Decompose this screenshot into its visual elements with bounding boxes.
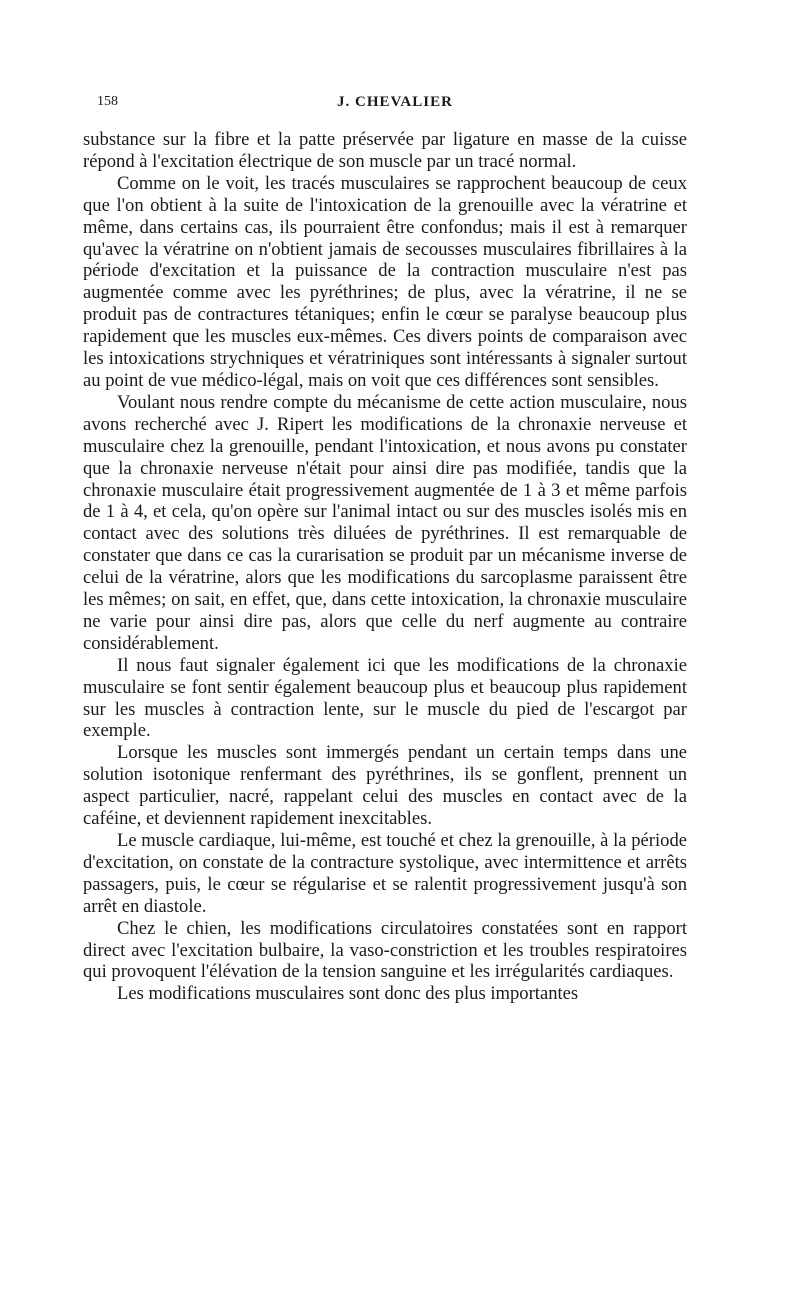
paragraph: Comme on le voit, les tracés musculaires se rapprochent beaucoup de ceux que l'on obtient à la suite de l'intoxication de la grenouille avec la vératrine et même, dans certains cas, ils pourraient être confondus; mais il est à remarquer qu'avec la vératrine on n'obtient jamais de secousses musculaires fibrillaires à la période d'excitation et la puissance de la contraction musculaire n'est pas augmentée comme avec les pyréthrines; de plus, avec la vératrine, il ne se produit pas de contractures tétaniques; enfin le cœur se paralyse beaucoup plus rapidement que les muscles eux-mêmes. Ces divers points de comparaison avec les intoxications strychniques et vératriniques sont intéressants à signaler surtout au point de vue médico-légal, mais on voit que ces différences sont sensibles. <box>83 172 687 391</box>
paragraph: Le muscle cardiaque, lui-même, est touché et chez la grenouille, à la période d'excitation, on constate de la contracture systolique, avec intermittence et arrêts passagers, puis, le cœur se régularise et se ralentit progressivement jusqu'à son arrêt en diastole. <box>83 830 687 917</box>
paragraph: Chez le chien, les modifications circulatoires constatées sont en rapport direct avec l'excitation bulbaire, la vaso-constriction et les troubles respiratoires qui provoquent l'élévation de la tension sanguine et les irrégularités cardiaques. <box>83 917 687 983</box>
paragraph: substance sur la fibre et la patte préservée par ligature en masse de la cuisse répond à l'excitation électrique de son muscle par un tracé normal. <box>83 129 687 172</box>
paragraph: Il nous faut signaler également ici que les modifications de la chronaxie musculaire se font sentir également beaucoup plus et beaucoup plus rapidement sur les muscles à contraction lente, sur le muscle du pied de l'escargot par exemple. <box>83 654 687 742</box>
body-text <box>83 129 687 1005</box>
page-header <box>97 94 687 116</box>
paragraph: Lorsque les muscles sont immergés pendant un certain temps dans une solution isotonique renfermant des pyréthrines, ils se gonflent, prennent un aspect particulier, nacré, rappelant celui des muscles en contact avec de la caféine, et deviennent rapidement inexcitables. <box>83 742 687 830</box>
paragraph: Les modifications musculaires sont donc des plus importantes <box>117 983 579 1005</box>
running-head-author: J. CHEVALIER <box>337 94 453 110</box>
page-number: 158 <box>97 94 118 109</box>
paragraph: Voulant nous rendre compte du mécanisme de cette action musculaire, nous avons recherché avec J. Ripert les modifications de la chronaxie nerveuse et musculaire chez la grenouille, pendant l'intoxication, et nous avons pu constater que la chronaxie nerveuse n'était pour ainsi dire pas modifiée, tandis que la chronaxie musculaire était progressivement augmentée de 1 à 3 et même parfois de 1 à 4, et cela, qu'on opère sur l'animal intact ou sur des muscles isolés mis en contact avec des solutions très diluées de pyréthrines. Il est remarquable de constater que dans ce cas la curarisation se produit par un mécanisme inverse de celui de la vératrine, alors que les modifications du sarcoplasme paraissent être les mêmes; on sait, en effet, que, dans cette intoxication, la chronaxie musculaire ne varie pour ainsi dire pas, alors que celle du nerf augmente au contraire considérablement. <box>83 391 687 654</box>
